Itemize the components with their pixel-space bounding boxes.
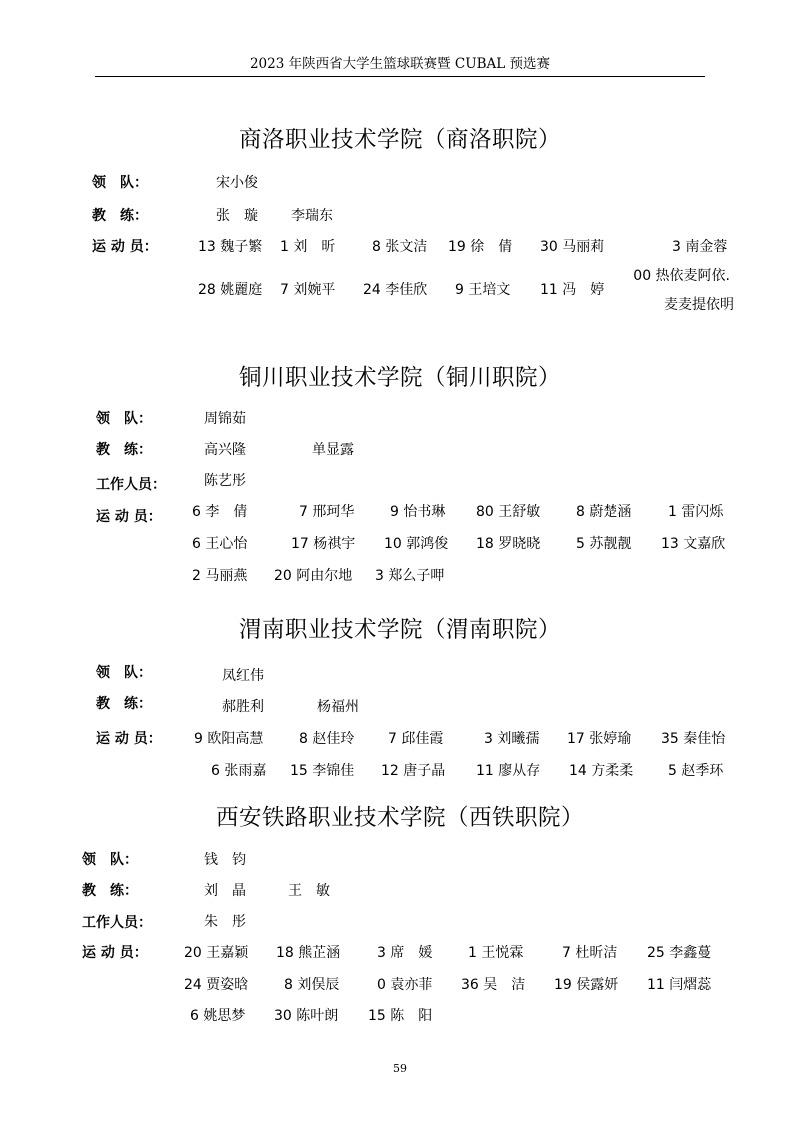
coach-name: 李瑞东 (291, 208, 333, 224)
player-name: 00 热依麦阿依. (633, 268, 730, 284)
leader-label: 领 队： (96, 665, 152, 681)
page-number: 59 (393, 1062, 407, 1075)
leader-label: 领 队： (92, 175, 148, 191)
athletes-label: 运 动 员： (92, 239, 158, 255)
player-name: 80 王舒敏 (476, 504, 541, 520)
player-name: 7 刘婉平 (280, 282, 336, 298)
player-name: 7 邢珂华 (299, 504, 355, 520)
player-name: 9 怡书琳 (390, 504, 446, 520)
player-name: 19 侯露妍 (554, 977, 619, 993)
leader-name: 凤红伟 (222, 668, 264, 684)
coach-name: 张 璇 (216, 208, 258, 224)
player-name: 20 阿由尔地 (274, 568, 353, 584)
player-name: 6 张雨嘉 (211, 763, 267, 779)
coach-label: 教 练： (82, 883, 138, 899)
player-name: 35 秦佳怡 (661, 731, 726, 747)
player-name: 17 张婷瑜 (567, 731, 632, 747)
player-name: 6 王心怡 (192, 536, 248, 552)
player-name: 20 王嘉颖 (184, 945, 249, 961)
player-name: 麦麦提依明 (664, 297, 734, 313)
coach-name: 杨福州 (317, 699, 359, 715)
player-name: 25 李鑫蔓 (647, 945, 712, 961)
player-name: 36 吴 洁 (461, 977, 526, 993)
leader-name: 周锦茹 (204, 411, 246, 427)
player-name: 12 唐子晶 (381, 763, 446, 779)
coach-label: 教 练： (96, 696, 152, 712)
player-name: 1 刘 昕 (280, 239, 336, 255)
player-name: 3 南金蓉 (672, 239, 728, 255)
player-name: 5 苏靓靓 (576, 536, 632, 552)
player-name: 6 李 倩 (192, 504, 248, 520)
player-name: 6 姚思梦 (190, 1008, 246, 1024)
player-name: 1 王悦霖 (468, 945, 524, 961)
player-name: 3 郑么子呷 (375, 568, 445, 584)
player-name: 17 杨祺宇 (291, 536, 356, 552)
player-name: 11 廖从存 (476, 763, 541, 779)
player-name: 15 陈 阳 (368, 1008, 433, 1024)
staff-name: 陈艺彤 (204, 473, 246, 489)
player-name: 9 欧阳高慧 (194, 731, 264, 747)
player-name: 8 张文洁 (372, 239, 428, 255)
player-name: 3 席 媛 (377, 945, 433, 961)
coach-label: 教 练： (92, 208, 148, 224)
header-rule (95, 76, 705, 77)
player-name: 28 姚麗庭 (198, 282, 263, 298)
coach-name: 高兴隆 (204, 442, 246, 458)
player-name: 19 徐 倩 (448, 239, 513, 255)
player-name: 7 杜昕洁 (562, 945, 618, 961)
player-name: 13 文嘉欣 (661, 536, 726, 552)
staff-name: 朱 彤 (204, 914, 246, 930)
player-name: 1 雷闪烁 (668, 504, 724, 520)
player-name: 9 王培文 (455, 282, 511, 298)
player-name: 15 李锦佳 (290, 763, 355, 779)
staff-label: 工作人员： (96, 477, 166, 493)
player-name: 13 魏子繁 (198, 239, 263, 255)
player-name: 0 袁亦菲 (377, 977, 433, 993)
page-header: 2023 年陕西省大学生篮球联赛暨 CUBAL 预选赛 (249, 56, 551, 72)
player-name: 8 蔚楚涵 (576, 504, 632, 520)
athletes-label: 运 动 员： (96, 509, 162, 525)
player-name: 5 赵季环 (668, 763, 724, 779)
leader-label: 领 队： (96, 411, 152, 427)
player-name: 24 贾姿晗 (184, 977, 249, 993)
player-name: 10 郭鸿俊 (384, 536, 449, 552)
player-name: 24 李佳欣 (363, 282, 428, 298)
staff-label: 工作人员： (82, 915, 152, 931)
coach-name: 郝胜利 (222, 699, 264, 715)
player-name: 30 陈叶朗 (274, 1008, 339, 1024)
coach-name: 王 敏 (288, 883, 330, 899)
player-name: 18 罗晓晓 (476, 536, 541, 552)
school-title: 商洛职业技术学院（商洛职院） (238, 127, 561, 153)
leader-name: 钱 钧 (204, 852, 246, 868)
player-name: 8 刘俣辰 (284, 977, 340, 993)
school-title: 铜川职业技术学院（铜川职院） (238, 365, 561, 391)
player-name: 11 冯 婷 (540, 282, 605, 298)
school-title: 西安铁路职业技术学院（西铁职院） (215, 805, 584, 831)
player-name: 11 闫熠蕊 (647, 977, 712, 993)
player-name: 30 马丽莉 (540, 239, 605, 255)
player-name: 14 方柔柔 (569, 763, 634, 779)
player-name: 8 赵佳玲 (299, 731, 355, 747)
leader-label: 领 队： (82, 852, 138, 868)
coach-name: 单显露 (312, 442, 354, 458)
athletes-label: 运 动 员： (96, 731, 162, 747)
leader-name: 宋小俊 (216, 175, 258, 191)
player-name: 7 邱佳霞 (388, 731, 444, 747)
coach-label: 教 练： (96, 442, 152, 458)
player-name: 2 马丽燕 (192, 568, 248, 584)
player-name: 18 熊芷涵 (276, 945, 341, 961)
school-title: 渭南职业技术学院（渭南职院） (238, 617, 561, 643)
coach-name: 刘 晶 (204, 883, 246, 899)
player-name: 3 刘曦孺 (484, 731, 540, 747)
athletes-label: 运 动 员： (82, 945, 148, 961)
